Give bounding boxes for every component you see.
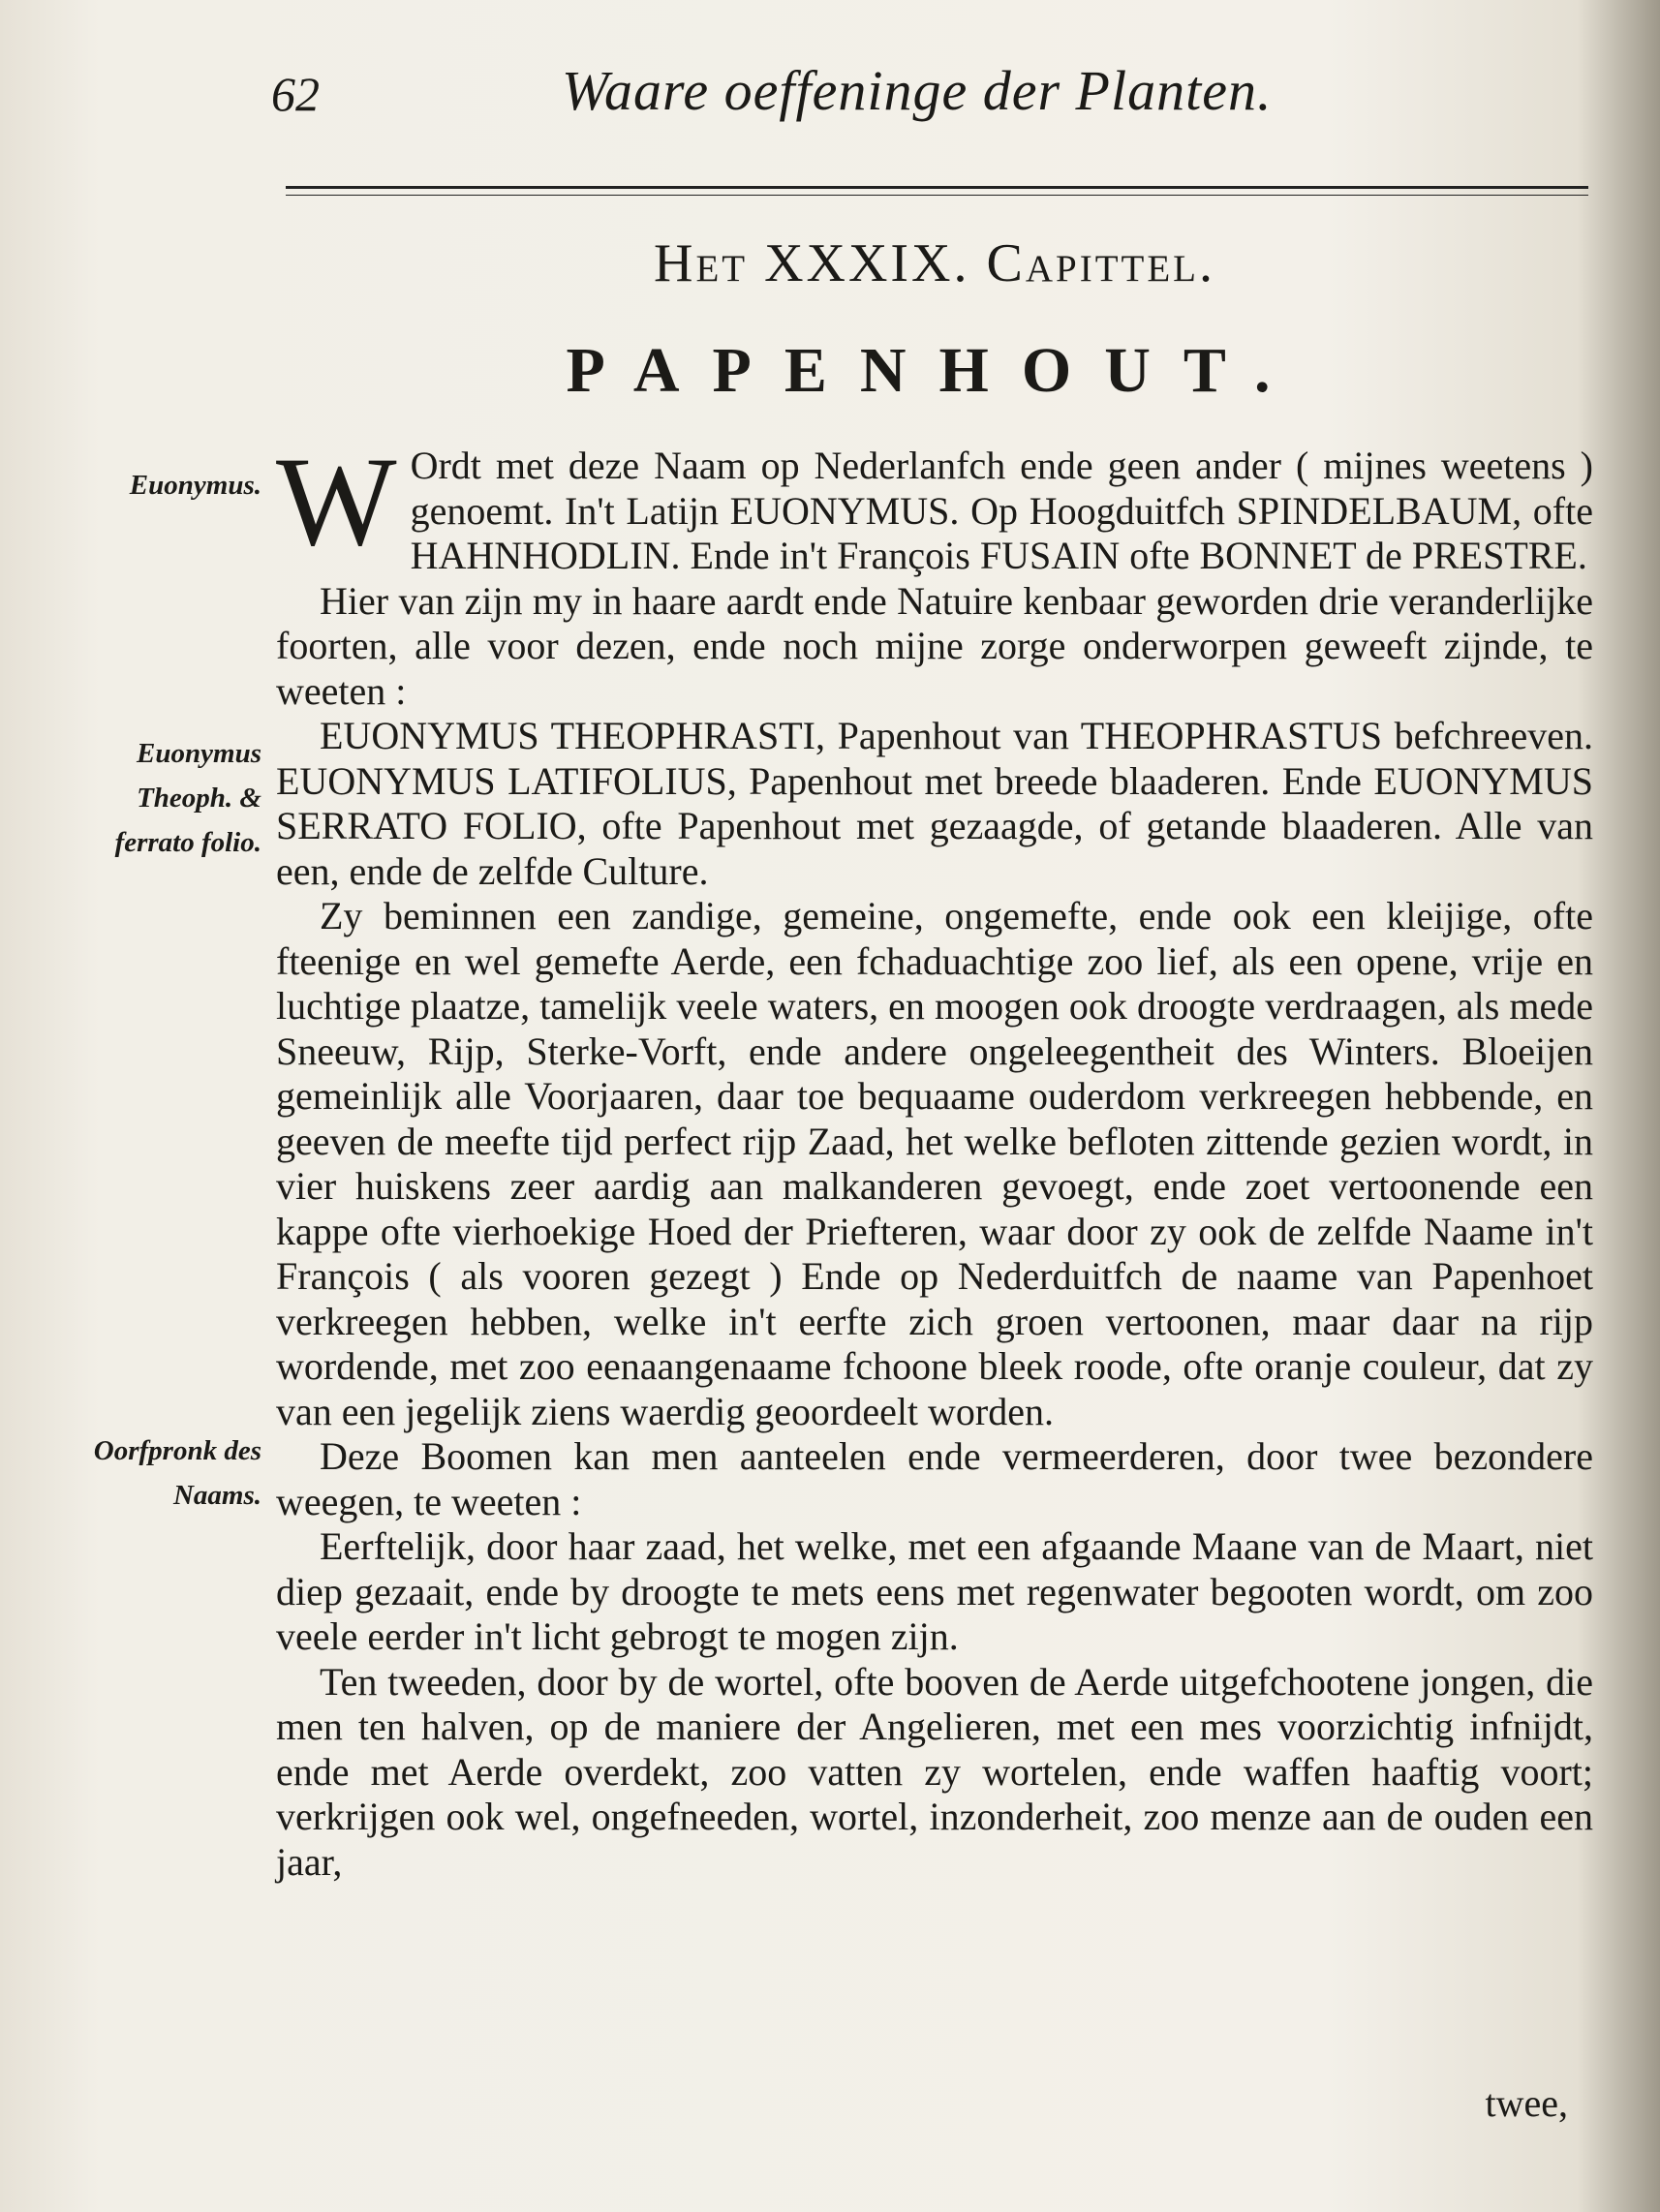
drop-cap: W — [276, 430, 397, 572]
paragraph-1 — [276, 430, 1593, 579]
paragraph-6: Eerftelijk, door haar zaad, het welke, met een afgaande Maane van de Maart, niet diep gezaait, ende by droogte te mets eens met regenwater begooten wordt, om zoo veele eerder in't licht gebrogt te mogen zijn. — [276, 1524, 1593, 1658]
paragraph-2: Hier van zijn my in haare aardt ende Natuire kenbaar geworden drie veranderlijke foorten, alle voor dezen, ende noch mijne zorge onderworpen geweeft zijnde, te weeten : — [276, 578, 1593, 713]
running-head — [271, 58, 1627, 136]
paragraph-7: Ten tweeden, door by de wortel, ofte booven de Aerde uitgefchootene jongen, die men ten halven, op de maniere der Angelieren, met een mes voorzichtig infnijdt, ende met Aerde overdekt, zoo vatten zy wortelen, ende waffen haaftig voort; verkrijgen ook wel, ongefneeden, wortel, inzonderheit, zoo menze aan de ouden een jaar, — [276, 1659, 1593, 1884]
margin-note-euonymus-theoph: Euonymus Theoph. & ferrato folio. — [114, 738, 261, 858]
paragraph-3: EUONYMUS THEOPHRASTI, Papenhout van THEOPHRASTUS befchreeven. EUONYMUS LATIFOLIUS, Papenhout met breede blaaderen. Ende EUONYMUS SERRATO FOLIO, ofte Papenhout met gezaagde, of getande blaaderen. Alle van een, ende de zelfde Culture. — [276, 714, 1593, 893]
chapter-title: PAPENHOUT. — [566, 335, 1304, 406]
margin-note-euonymus: Euonymus. — [129, 470, 261, 501]
paragraph-5: Deze Boomen kan men aanteelen ende vermeerderen, door twee bezondere weegen, te weeten : — [276, 1434, 1593, 1523]
body-text — [276, 430, 1593, 1885]
running-title: Waare oeffeninge der Planten. — [562, 59, 1273, 122]
header-rule — [286, 186, 1588, 196]
chapter-heading: Het XXXIX. Capittel. — [654, 233, 1215, 293]
page-number: 62 — [271, 67, 320, 121]
paragraph-1-text: Ordt met deze Naam op Nederlanfch ende geen ander ( mijnes weetens ) genoemt. In't Latijn EUONYMUS. Op Hoogduitfch SPINDELBAUM, ofte HAHNHODLIN. Ende in't François FUSAIN ofte BONNET de PRESTRE. — [410, 444, 1593, 577]
paragraph-4: Zy beminnen een zandige, gemeine, ongemefte, ende ook een kleijige, ofte fteenige en wel gemefte Aerde, een fchaduachtige zoo lief, als een opene, vrije en luchtige plaatze, tamelijk veele waters, en moogen ook droogte verdraagen, als mede Sneeuw, Rijp, Sterke-Vorft, ende andere ongeleegentheit des Winters. Bloeijen gemeinlijk alle Voorjaaren, daar toe bequaame ouderdom verkreegen hebbende, en geeven de meefte tijd perfect rijp Zaad, het welke befloten zittende gezien wordt, in vier huiskens zeer aardig aan malkanderen gevoegt, ende zoet vertoonende een kappe ofte vierhoekige Hoed der Priefteren, waar door zy ook de zelfde Naame in't François ( als vooren gezegt ) Ende op Nederduitfch de naame van Papenhoet verkreegen hebben, welke in't eerfte zich groen vertoonen, maar daar na rijp wordende, met zoo eenaangenaame fchoone bleek roode, ofte oranje couleur, dat zy van een jegelijk ziens waerdig geoordeelt worden. — [276, 894, 1593, 1433]
margin-note-oorspronk: Oorfpronk des Naams. — [93, 1435, 261, 1511]
catch-word: twee, — [1485, 2081, 1568, 2125]
